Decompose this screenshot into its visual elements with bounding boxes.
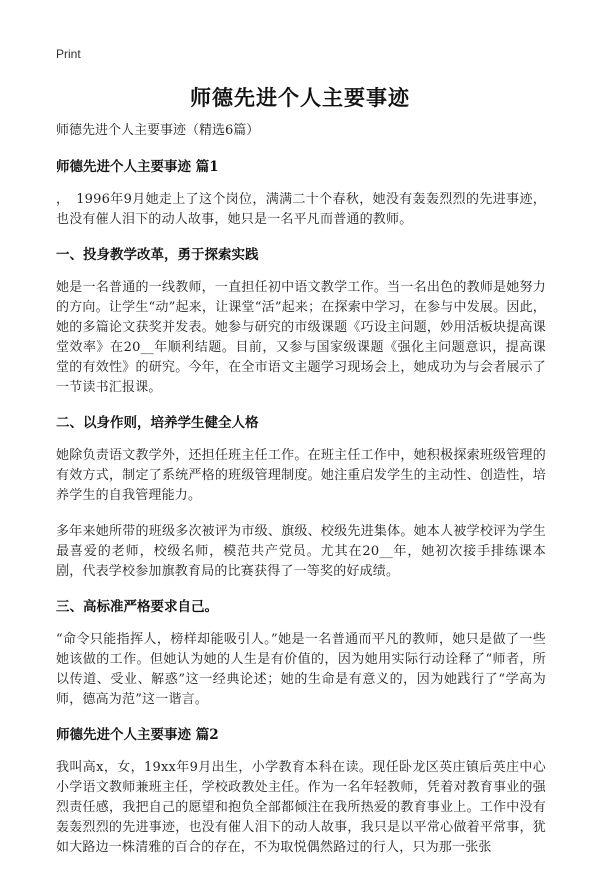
document-subtitle: 师德先进个人主要事迹（精选6篇） bbox=[56, 123, 260, 138]
section-3-paragraph: “命令只能指挥人，榜样却能吸引人。”她是一名普通而平凡的教师，她只是做了一些她该做的工作。但她认为她的人生是有价值的，因为她用实际行动诠释了“师者，所以传道、受业、解惑”这一经典论述；她的生命是有意义的，因为她践行了“学高为师，德高为范”这一谐言。 bbox=[56, 632, 546, 707]
article-1-heading: 师德先进个人主要事迹 篇1 bbox=[56, 159, 219, 175]
article-2-intro: 我叫高x，女，19xx年9月出生，小学教育本科在读。现任卧龙区英庄镇后英庄中心小学语文教师兼班主任，学校政教处主任。作为一名年轻教师，凭着对教育事业的强烈责任感，我把自己的愿望和抱负全部都倾注在我所热爱的教育事业上。工作中没有轰轰烈烈的先进事迹，也没有催人泪下的动人故事，我只是以平常心做着平常事，犹如大路边一株清雅的百合的存在，不为取悦偶然路过的行人，只为那一张张 bbox=[56, 760, 546, 855]
section-1-heading: 一、投身教学改革，勇于探索实践 bbox=[56, 247, 259, 263]
section-2-paragraph-1: 她除负责语文教学外，还担任班主任工作。在班主任工作中，她积极探索班级管理的有效方式，制定了系统严格的班级管理制度。她注重启发学生的主动性、创造性，培养学生的自我管理能力。 bbox=[56, 448, 546, 503]
article-1-intro: ， 1996年9月她走上了这个岗位，满满二十个春秋，她没有轰轰烈烈的先进事迹，也没有催人泪下的动人故事，她只是一名平凡而普通的教师。 bbox=[56, 192, 546, 227]
section-2-paragraph-2: 多年来她所带的班级多次被评为市级、旗级、校级先进集体。她本人被学校评为学生最喜爱的老师，校级名师，模范共产党员。尤其在20__年，她初次接手排练课本剧，代表学校参加旗教育局的比赛获得了一等奖的好成绩。 bbox=[56, 524, 546, 579]
article-2-heading: 师德先进个人主要事迹 篇2 bbox=[56, 727, 219, 743]
section-2-heading: 二、以身作则，培养学生健全人格 bbox=[56, 415, 259, 431]
section-1-paragraph: 她是一名普通的一线教师，一直担任初中语文教学工作。当一名出色的教师是她努力的方向。让学生“动”起来，让课堂“活”起来；在探索中学习，在参与中发展。因此，她的多篇论文获奖并发表。她参与研究的市级课题《巧设主问题，妙用活板块提高课堂效率》在20__年顺利结题。目前，又参与国家级课题《强化主问题意识，提高课堂的有效性》的研究。今年，在全市语文主题学习现场会上，她成功为与会者展示了一节读书汇报课。 bbox=[56, 280, 546, 395]
document-body bbox=[56, 122, 546, 872]
print-link[interactable]: Print bbox=[56, 47, 81, 61]
section-3-heading: 三、高标准严格要求自己。 bbox=[56, 599, 218, 615]
page-title: 师德先进个人主要事迹 bbox=[190, 85, 410, 110]
